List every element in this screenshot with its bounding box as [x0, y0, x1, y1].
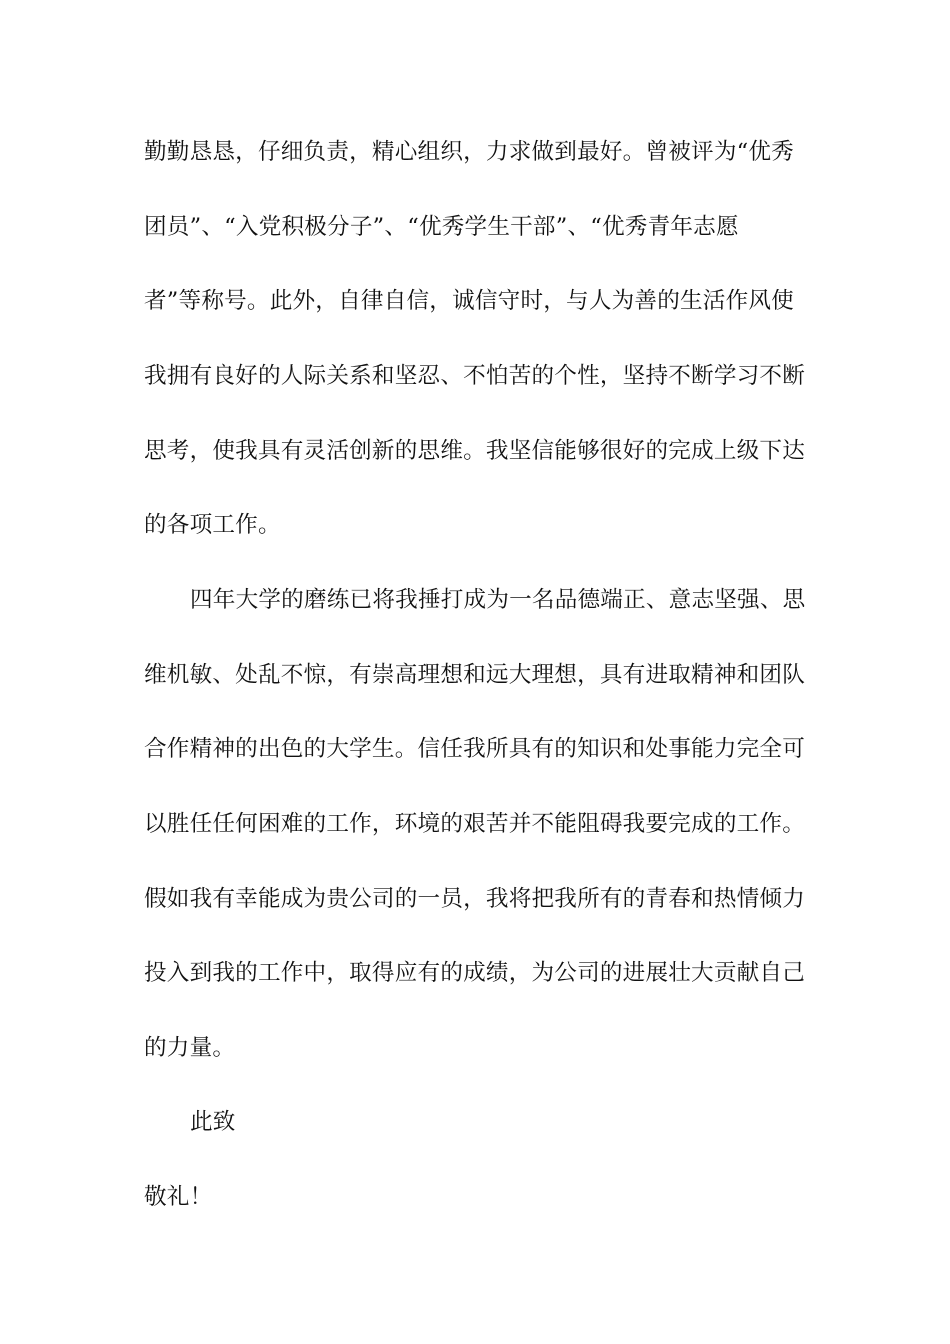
paragraph-line: 者”等称号。此外，自律自信，诚信守时，与人为善的生活作风使 [144, 288, 794, 314]
closing-salutation: 此致 [190, 1109, 236, 1135]
paragraph-line: 思考，使我具有灵活创新的思维。我坚信能够很好的完成上级下达 [144, 438, 806, 464]
paragraph-line: 合作精神的出色的大学生。信任我所具有的知识和处事能力完全可 [144, 736, 806, 762]
paragraph-line: 维机敏、处乱不惊，有崇高理想和远大理想，具有进取精神和团队 [144, 662, 806, 688]
paragraph-line: 勤勤恳恳，仔细负责，精心组织，力求做到最好。曾被评为“优秀 [144, 139, 794, 165]
paragraph-line: 以胜任任何困难的工作，环境的艰苦并不能阻碍我要完成的工作。 [144, 811, 806, 837]
paragraph-line: 团员”、“入党积极分子”、“优秀学生干部”、“优秀青年志愿 [144, 214, 739, 240]
paragraph-line: 的各项工作。 [144, 512, 281, 538]
closing-regards: 敬礼！ [144, 1184, 213, 1210]
paragraph-line: 我拥有良好的人际关系和坚忍、不怕苦的个性，坚持不断学习不断 [144, 363, 806, 389]
paragraph-line: 假如我有幸能成为贵公司的一员，我将把我所有的青春和热情倾力 [144, 886, 806, 912]
paragraph-line: 的力量。 [144, 1035, 236, 1061]
paragraph-line: 投入到我的工作中，取得应有的成绩，为公司的进展壮大贡献自己 [144, 960, 806, 986]
paragraph-line: 四年大学的磨练已将我捶打成为一名品德端正、意志坚强、思 [190, 587, 806, 613]
